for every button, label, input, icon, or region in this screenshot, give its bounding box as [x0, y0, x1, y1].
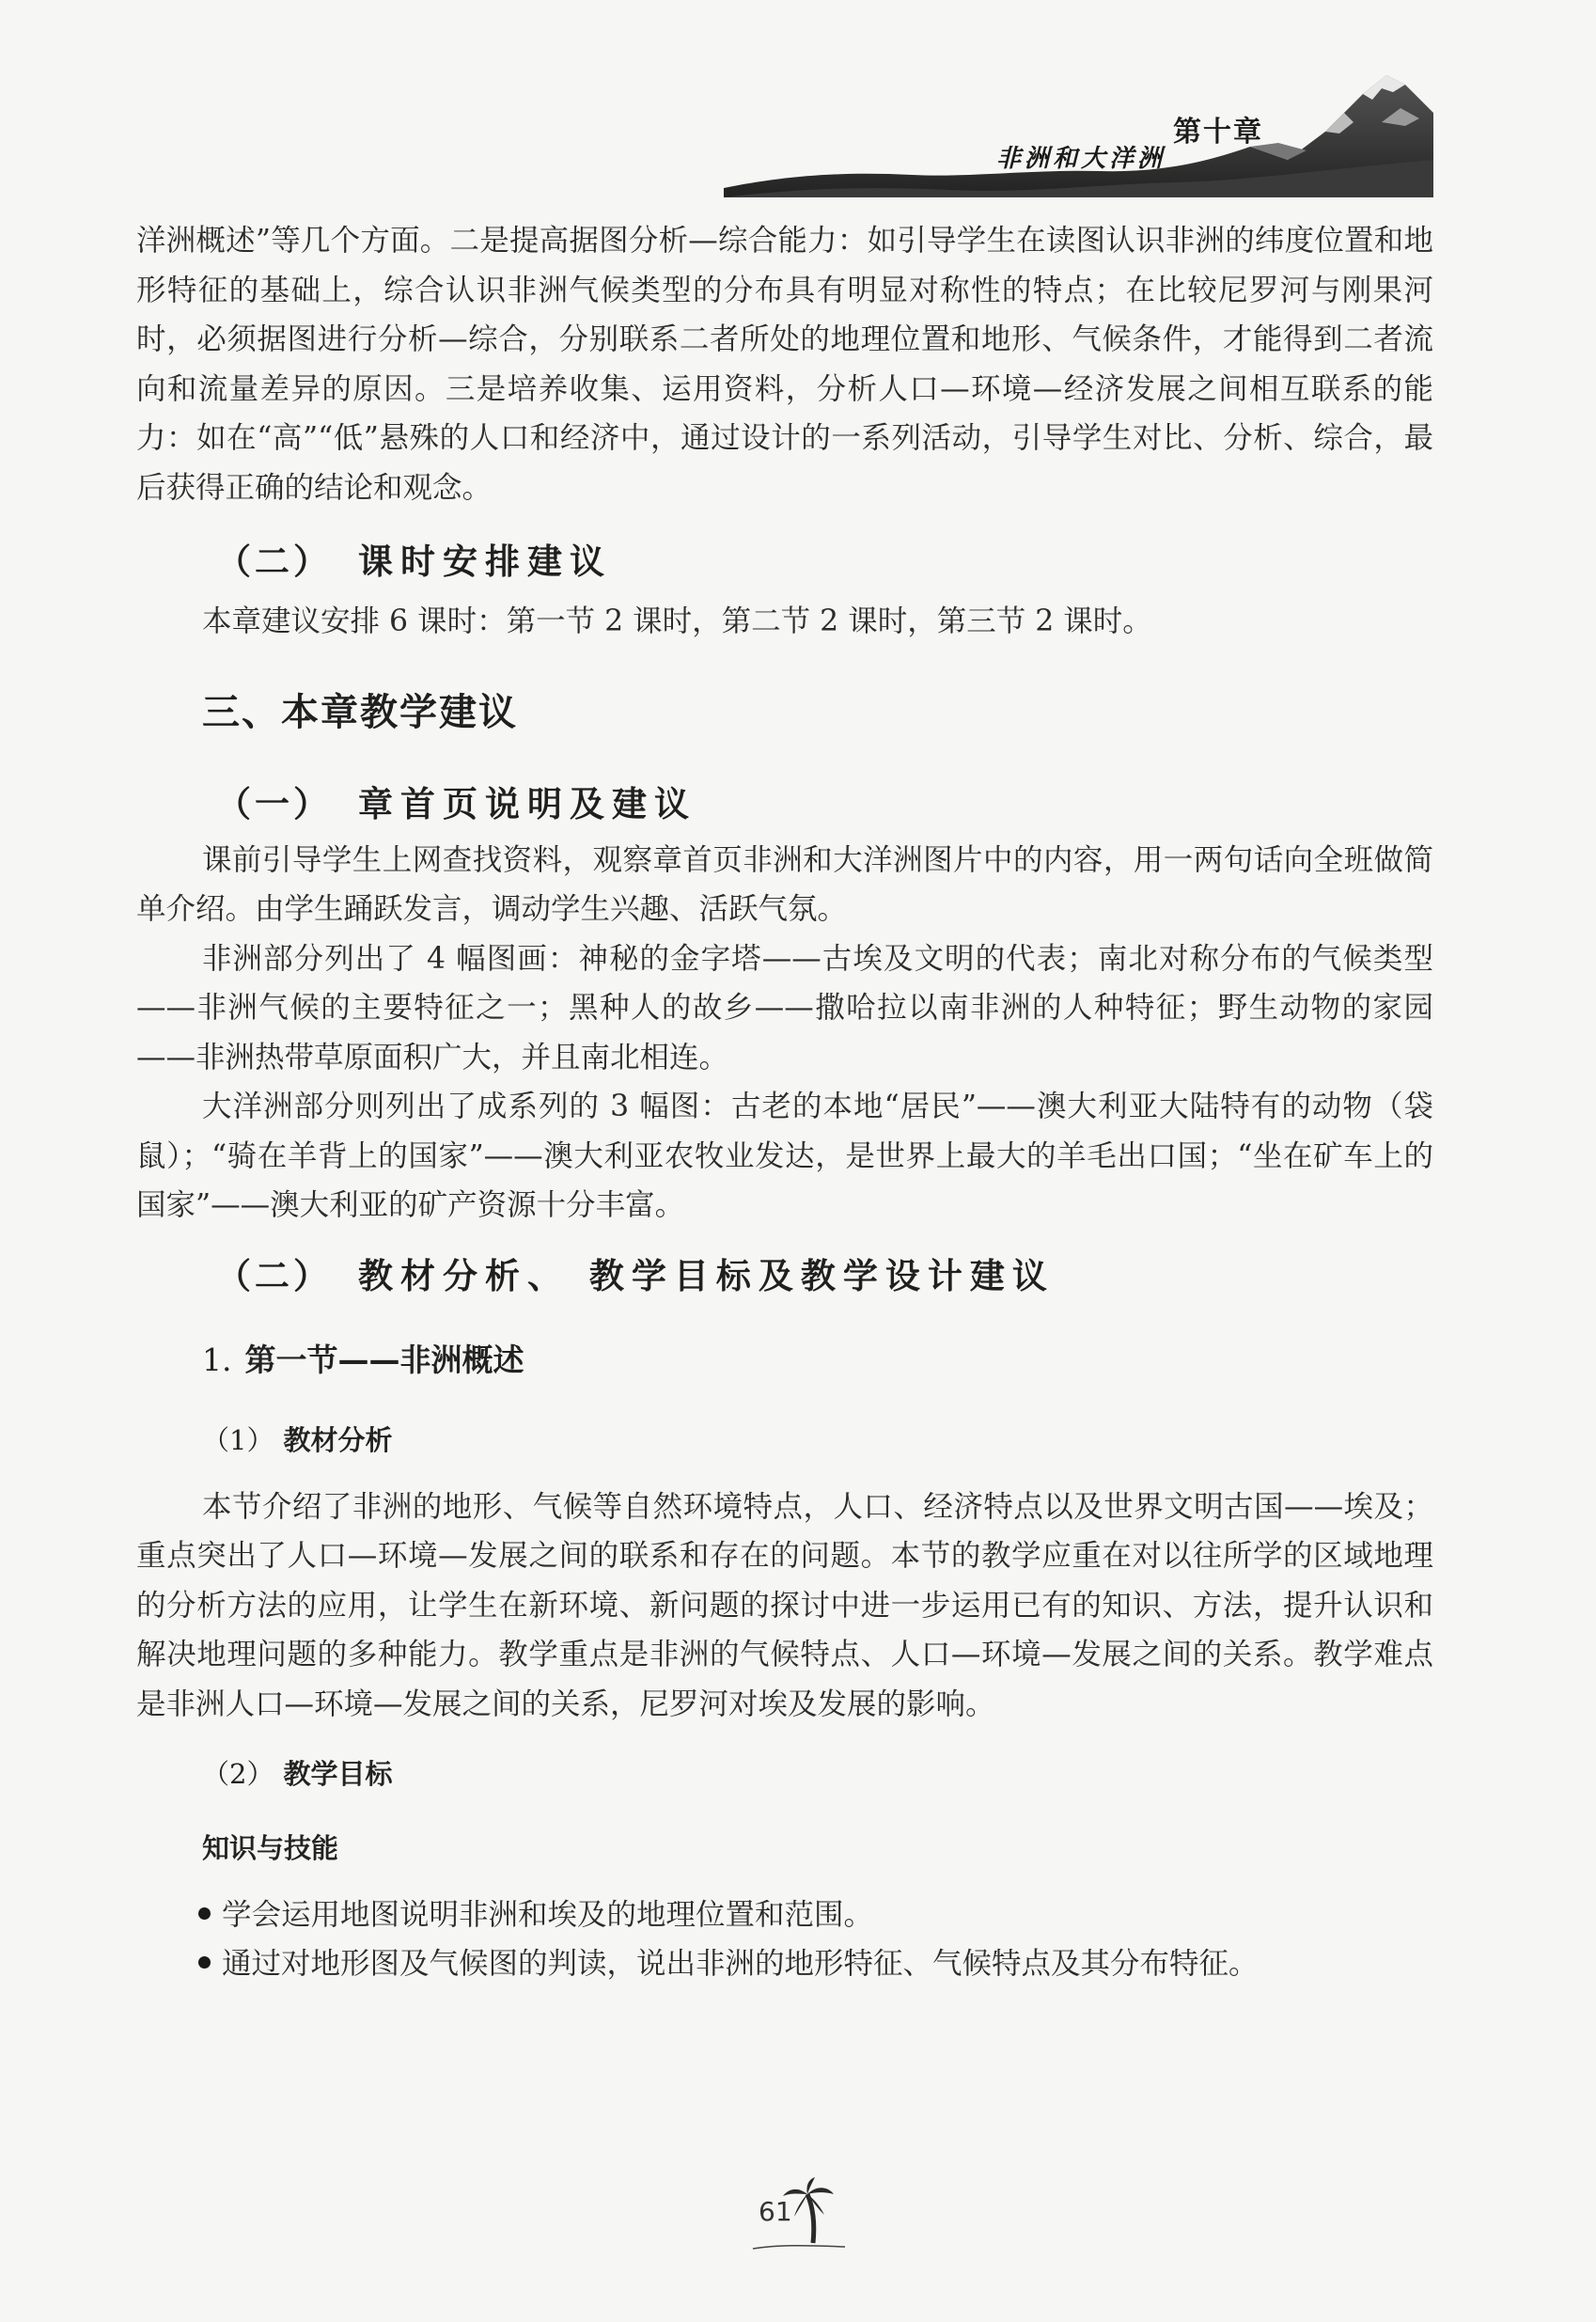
paragraph-intro-africa: 非洲部分列出了 4 幅图画：神秘的金字塔——古埃及文明的代表；南北对称分布的气候类型——非洲气候的主要特征之一；黑种人的故乡——撒哈拉以南非洲的人种特征；野生动物的家园——非洲热带草原面积广大，并且南北相连。 [136, 941, 1433, 1075]
bullet-text: 学会运用地图说明非洲和埃及的地理位置和范围。 [222, 1898, 874, 1932]
heading-analysis [136, 1247, 1433, 1298]
chapter-title: 非洲和大洋洲 [996, 145, 1166, 173]
heading-schedule-number: （二） [216, 541, 332, 582]
paragraph-intro-oceania: 大洋洲部分则列出了成系列的 3 幅图：古老的本地“居民”——澳大利亚大陆特有的动物（袋鼠）；“骑在羊背上的国家”——澳大利亚农牧业发达，是世界上最大的羊毛出口国；“坐在矿车上的国家”——澳大利亚的矿产资源十分丰富。 [136, 1090, 1433, 1222]
heading-analysis-number: （二） [216, 1254, 332, 1296]
heading-knowledge-skills: 知识与技能 [202, 1832, 339, 1864]
heading-analysis-text: 教材分析、 教学目标及教学设计建议 [358, 1254, 1055, 1296]
heading-material-number: （1） [202, 1423, 274, 1456]
heading-lesson-one-number: 1. [202, 1341, 232, 1378]
bullet-dot-icon [198, 1907, 211, 1920]
chapter-header [724, 56, 1433, 197]
bullet-item [136, 1891, 1433, 1939]
bullet-text: 通过对地形图及气候图的判读，说出非洲的地形特征、气候特点及其分布特征。 [222, 1947, 1259, 1981]
heading-chapter-intro [136, 776, 1433, 826]
heading-schedule [136, 533, 1433, 584]
page-body [136, 216, 1433, 1988]
heading-chapter-intro-text: 章首页说明及建议 [358, 782, 696, 824]
heading-goal-number: （2） [202, 1758, 274, 1790]
heading-material-text: 教材分析 [283, 1423, 393, 1456]
mountain-banner-icon [724, 56, 1433, 197]
chapter-number: 第十章 [1173, 116, 1263, 149]
heading-schedule-text: 课时安排建议 [358, 541, 612, 582]
heading-goal-text: 教学目标 [283, 1758, 393, 1790]
bullet-dot-icon [198, 1956, 211, 1969]
heading-section-three: 三、本章教学建议 [202, 690, 518, 734]
paragraph-material-analysis: 本节介绍了非洲的地形、气候等自然环境特点，人口、经济特点以及世界文明古国——埃及；重点突出了人口—环境—发展之间的联系和存在的问题。本节的教学应重在对以往所学的区域地理的分析方法的应用，让学生在新环境、新问题的探讨中进一步运用已有的知识、方法，提升认识和解决地理问题的多种能力。教学重点是非洲的气候特点、人口—环境—发展之间的关系。教学难点是非洲人口—环境—发展之间的关系，尼罗河对埃及发展的影响。 [136, 1489, 1433, 1721]
heading-material-analysis [136, 1420, 1433, 1458]
heading-chapter-intro-number: （一） [216, 782, 332, 824]
paragraph-abilities: 洋洲概述”等几个方面。二是提高据图分析—综合能力：如引导学生在读图认识非洲的纬度位置和地形特征的基础上，综合认识非洲气候类型的分布具有明显对称性的特点；在比较尼罗河与刚果河时，必须据图进行分析—综合，分别联系二者所处的地理位置和地形、气候条件，才能得到二者流向和流量差异的原因。三是培养收集、运用资料，分析人口—环境—经济发展之间相互联系的能力：如在“高”“低”悬殊的人口和经济中，通过设计的一系列活动，引导学生对比、分析、综合，最后获得正确的结论和观念。 [136, 224, 1433, 505]
paragraph-schedule: 本章建议安排 6 课时：第一节 2 课时，第二节 2 课时，第三节 2 课时。 [202, 604, 1152, 638]
heading-lesson-one-text: 第一节——非洲概述 [244, 1341, 524, 1378]
bullet-item [136, 1939, 1433, 1988]
page-number: 61 [759, 2196, 792, 2227]
heading-teaching-goals [136, 1753, 1433, 1792]
page-number-badge [747, 2177, 851, 2262]
heading-lesson-one [136, 1336, 1433, 1380]
paragraph-intro-1: 课前引导学生上网查找资料，观察章首页非洲和大洋洲图片中的内容，用一两句话向全班做简单介绍。由学生踊跃发言，调动学生兴趣、活跃气氛。 [136, 842, 1433, 926]
